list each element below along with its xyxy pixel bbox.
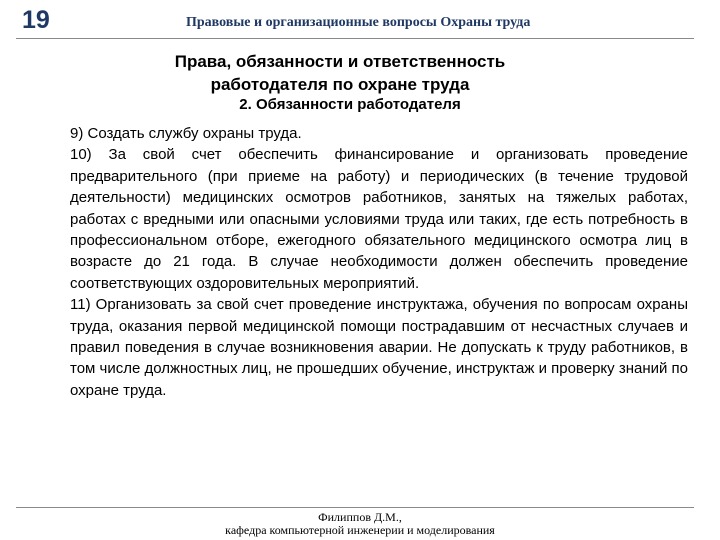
paragraph-9: 9) Создать службу охраны труда. [70,125,302,142]
body-text [70,123,688,401]
title-line-1: Права, обязанности и ответственность [174,52,506,71]
header-divider [16,38,694,39]
footer-author: Филиппов Д.М., [318,510,402,524]
page-title [100,50,580,96]
section-subtitle: 2. Обязанности работодателя [239,96,461,113]
paragraph-11: 11) Организовать за свой счет проведение инструктажа, обучения по вопросам охраны труда, оказания первой медицинской помощи пострадавшим от несчастных случаев и правил поведения в случае возникновения аварии. Не допускать к труду работников, в том числе должностных лиц, не прошедших обучение, инструктаж и проверку знаний по охране труда. [70,296,688,399]
footer-divider [16,507,694,508]
paragraph-10: 10) За свой счет обеспечить финансирование и организовать проведение предварительного (при приеме на работу) и периодических (в течение трудовой деятельности) медицинских осмотров работников, занятых на тяжелых работах, работах с вредными или опасными условиями труда или таких, где есть потребность в профессиональном отборе, ежегодного обязательного медицинского осмотра лиц в возрасте до 21 года. В случае необходимости должен обеспечить проведение соответствующих оздоровительных мероприятий. [70,146,688,292]
header-title: Правовые и организационные вопросы Охраны труда [186,15,531,30]
slide-number: 19 [22,6,50,34]
title-line-2: работодателя по охране труда [210,75,470,94]
footer-department: кафедра компьютерной инженерии и моделирования [225,523,495,537]
